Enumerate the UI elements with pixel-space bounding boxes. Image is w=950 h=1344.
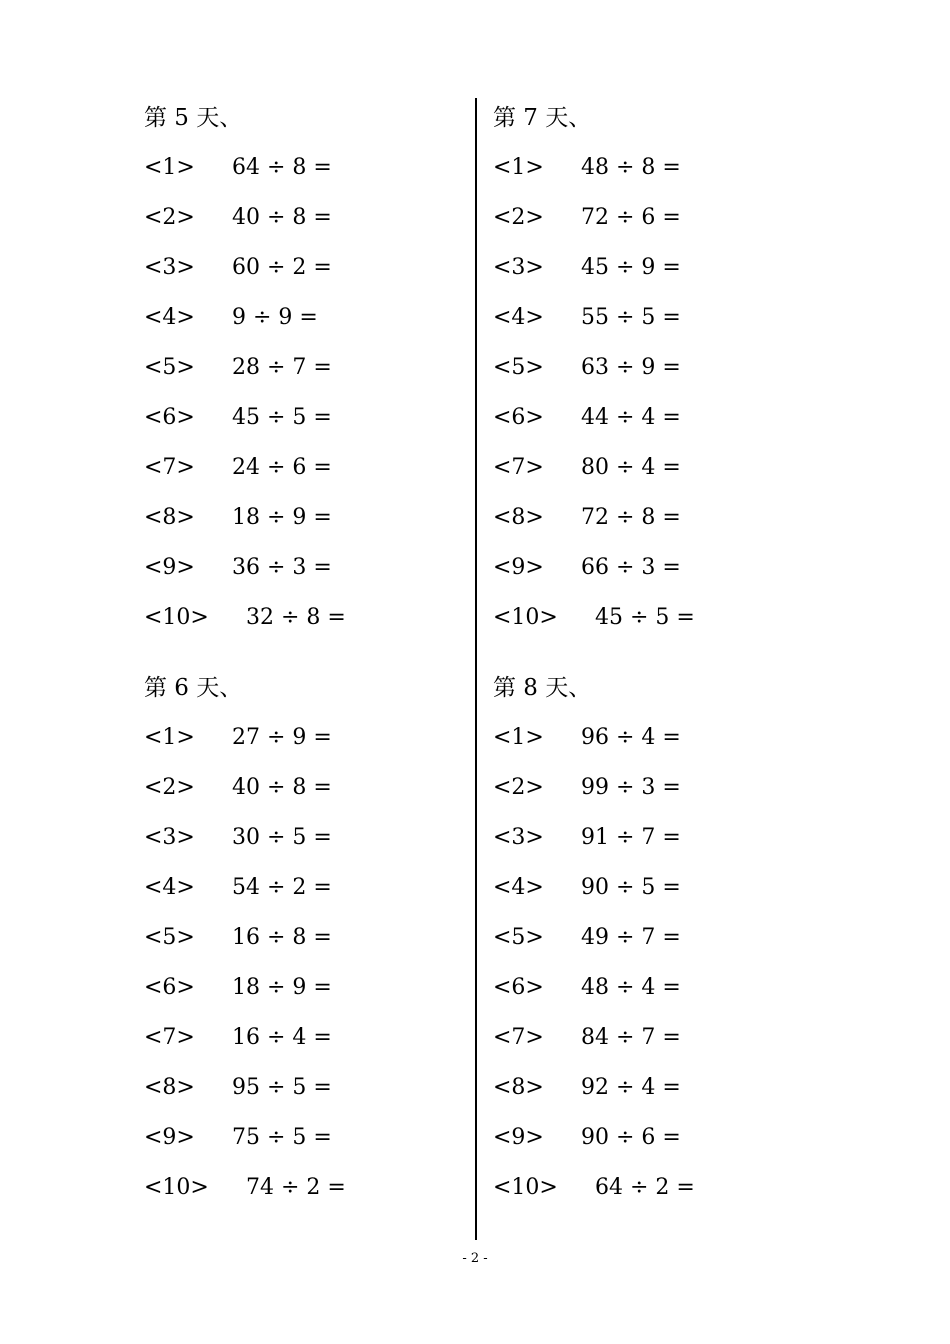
problem-expression: 24 ÷ 6 = xyxy=(232,455,332,480)
column-divider xyxy=(475,98,477,1240)
problem-label: <4> xyxy=(144,305,195,330)
problem-expression: 48 ÷ 8 = xyxy=(581,155,681,180)
problem-expression: 72 ÷ 8 = xyxy=(581,505,681,530)
problem-expression: 90 ÷ 5 = xyxy=(581,875,681,900)
problem-expression: 99 ÷ 3 = xyxy=(581,775,681,800)
problem-label: <5> xyxy=(493,355,544,380)
problem-label: <5> xyxy=(493,925,544,950)
problem-expression: 80 ÷ 4 = xyxy=(581,455,681,480)
problem-expression: 64 ÷ 2 = xyxy=(595,1175,695,1200)
section-title: 第 7 天、 xyxy=(493,105,592,131)
problem-expression: 64 ÷ 8 = xyxy=(232,155,332,180)
problem-expression: 45 ÷ 9 = xyxy=(581,255,681,280)
problem-expression: 54 ÷ 2 = xyxy=(232,875,332,900)
problem-expression: 96 ÷ 4 = xyxy=(581,725,681,750)
section-title: 第 5 天、 xyxy=(144,105,243,131)
problem-expression: 72 ÷ 6 = xyxy=(581,205,681,230)
problem-label: <1> xyxy=(144,725,195,750)
problem-label: <7> xyxy=(493,455,544,480)
problem-label: <1> xyxy=(493,155,544,180)
problem-label: <9> xyxy=(493,555,544,580)
problem-expression: 95 ÷ 5 = xyxy=(232,1075,332,1100)
problem-label: <10> xyxy=(493,1175,558,1200)
problem-label: <3> xyxy=(144,825,195,850)
section-title: 第 8 天、 xyxy=(493,675,592,701)
problem-expression: 55 ÷ 5 = xyxy=(581,305,681,330)
problem-label: <6> xyxy=(493,405,544,430)
problem-label: <4> xyxy=(493,305,544,330)
problem-expression: 48 ÷ 4 = xyxy=(581,975,681,1000)
problem-expression: 75 ÷ 5 = xyxy=(232,1125,332,1150)
problem-label: <8> xyxy=(493,1075,544,1100)
problem-expression: 92 ÷ 4 = xyxy=(581,1075,681,1100)
problem-label: <5> xyxy=(144,355,195,380)
problem-label: <6> xyxy=(144,405,195,430)
problem-label: <8> xyxy=(493,505,544,530)
problem-label: <3> xyxy=(144,255,195,280)
problem-label: <5> xyxy=(144,925,195,950)
problem-expression: 90 ÷ 6 = xyxy=(581,1125,681,1150)
problem-label: <9> xyxy=(144,1125,195,1150)
problem-label: <8> xyxy=(144,505,195,530)
problem-expression: 60 ÷ 2 = xyxy=(232,255,332,280)
problem-expression: 16 ÷ 8 = xyxy=(232,925,332,950)
problem-label: <7> xyxy=(144,455,195,480)
page-number: - 2 - xyxy=(462,1251,488,1266)
problem-expression: 74 ÷ 2 = xyxy=(246,1175,346,1200)
problem-label: <6> xyxy=(144,975,195,1000)
problem-label: <8> xyxy=(144,1075,195,1100)
problem-expression: 18 ÷ 9 = xyxy=(232,975,332,1000)
problem-expression: 36 ÷ 3 = xyxy=(232,555,332,580)
problem-label: <1> xyxy=(493,725,544,750)
problem-expression: 91 ÷ 7 = xyxy=(581,825,681,850)
problem-label: <3> xyxy=(493,825,544,850)
problem-label: <7> xyxy=(144,1025,195,1050)
problem-expression: 18 ÷ 9 = xyxy=(232,505,332,530)
problem-expression: 30 ÷ 5 = xyxy=(232,825,332,850)
problem-expression: 44 ÷ 4 = xyxy=(581,405,681,430)
problem-label: <7> xyxy=(493,1025,544,1050)
problem-expression: 32 ÷ 8 = xyxy=(246,605,346,630)
problem-expression: 28 ÷ 7 = xyxy=(232,355,332,380)
problem-expression: 16 ÷ 4 = xyxy=(232,1025,332,1050)
problem-label: <2> xyxy=(493,205,544,230)
problem-label: <2> xyxy=(144,775,195,800)
problem-label: <9> xyxy=(144,555,195,580)
problem-label: <2> xyxy=(144,205,195,230)
problem-label: <10> xyxy=(144,1175,209,1200)
problem-expression: 40 ÷ 8 = xyxy=(232,775,332,800)
problem-expression: 27 ÷ 9 = xyxy=(232,725,332,750)
problem-label: <6> xyxy=(493,975,544,1000)
problem-label: <4> xyxy=(493,875,544,900)
problem-expression: 49 ÷ 7 = xyxy=(581,925,681,950)
problem-label: <9> xyxy=(493,1125,544,1150)
problem-label: <2> xyxy=(493,775,544,800)
problem-label: <10> xyxy=(493,605,558,630)
problem-expression: 45 ÷ 5 = xyxy=(232,405,332,430)
section-title: 第 6 天、 xyxy=(144,675,243,701)
problem-label: <10> xyxy=(144,605,209,630)
problem-expression: 9 ÷ 9 = xyxy=(232,305,318,330)
problem-expression: 45 ÷ 5 = xyxy=(595,605,695,630)
problem-expression: 40 ÷ 8 = xyxy=(232,205,332,230)
problem-expression: 66 ÷ 3 = xyxy=(581,555,681,580)
problem-expression: 63 ÷ 9 = xyxy=(581,355,681,380)
problem-label: <3> xyxy=(493,255,544,280)
problem-label: <1> xyxy=(144,155,195,180)
problem-label: <4> xyxy=(144,875,195,900)
problem-expression: 84 ÷ 7 = xyxy=(581,1025,681,1050)
